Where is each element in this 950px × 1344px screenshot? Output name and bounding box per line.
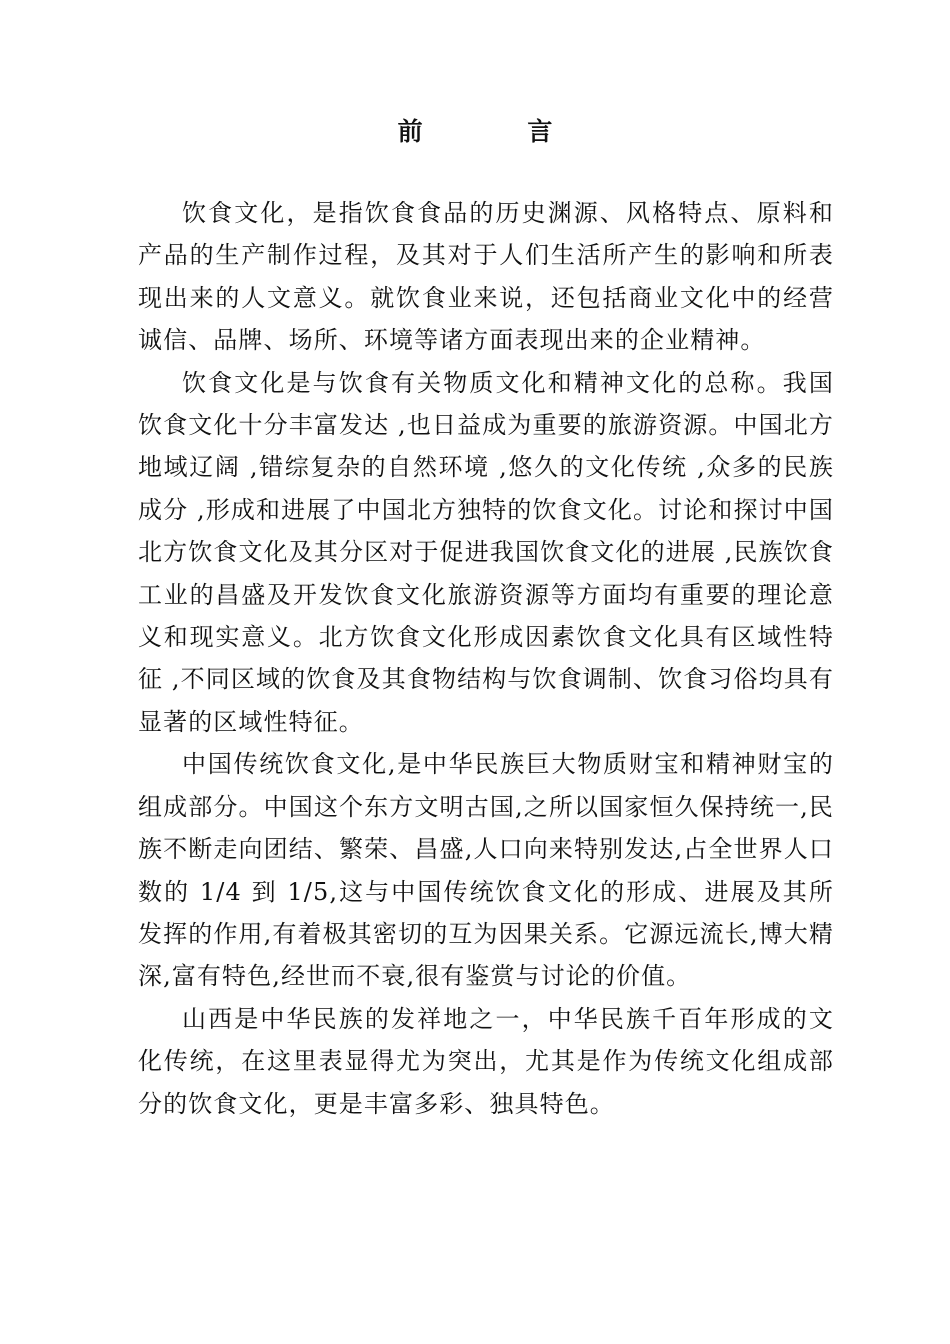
page-title: 前 言 (397, 117, 601, 146)
paragraph-2: 饮食文化是与饮食有关物质文化和精神文化的总称。我国饮食文化十分丰富发达 ,也日益成为重要的旅游资源。中国北方地域辽阔 ,错综复杂的自然环境 ,悠久的文化传统 ,众多的民族成分 ,形成和进展了中国北方独特的饮食文化。讨论和探讨中国北方饮食文化及其分区对于促进我国饮食文化的进展 ,民族饮食工业的昌盛及开发饮食文化旅游资源等方面均有重要的理论意义和现实意义。北方饮食文化形成因素饮食文化具有区域性特征 ,不同区域的饮食及其食物结构与饮食调制、饮食习俗均具有显著的区域性特征。 (138, 368, 834, 736)
paragraph-3: 中国传统饮食文化,是中华民族巨大物质财宝和精神财宝的组成部分。中国这个东方文明古国,之所以国家恒久保持统一,民族不断走向团结、繁荣、昌盛,人口向来特别发达,占全世界人口数的 1/4 到 1/5,这与中国传统饮食文化的形成、进展及其所发挥的作用,有着极其密切的互为因果关系。它源远流长,博大精深,富有特色,经世而不衰,很有鉴赏与讨论的价值。 (138, 750, 834, 991)
body-text (138, 192, 834, 1125)
paragraph-1: 饮食文化，是指饮食食品的历史渊源、风格特点、原料和产品的生产制作过程，及其对于人们生活所产生的影响和所表现出来的人文意义。就饮食业来说，还包括商业文化中的经营诚信、品牌、场所、环境等诸方面表现出来的企业精神。 (138, 199, 834, 355)
paragraph-4: 山西是中华民族的发祥地之一，中华民族千百年形成的文化传统，在这里表显得尤为突出，尤其是作为传统文化组成部分的饮食文化，更是丰富多彩、独具特色。 (138, 1004, 834, 1118)
